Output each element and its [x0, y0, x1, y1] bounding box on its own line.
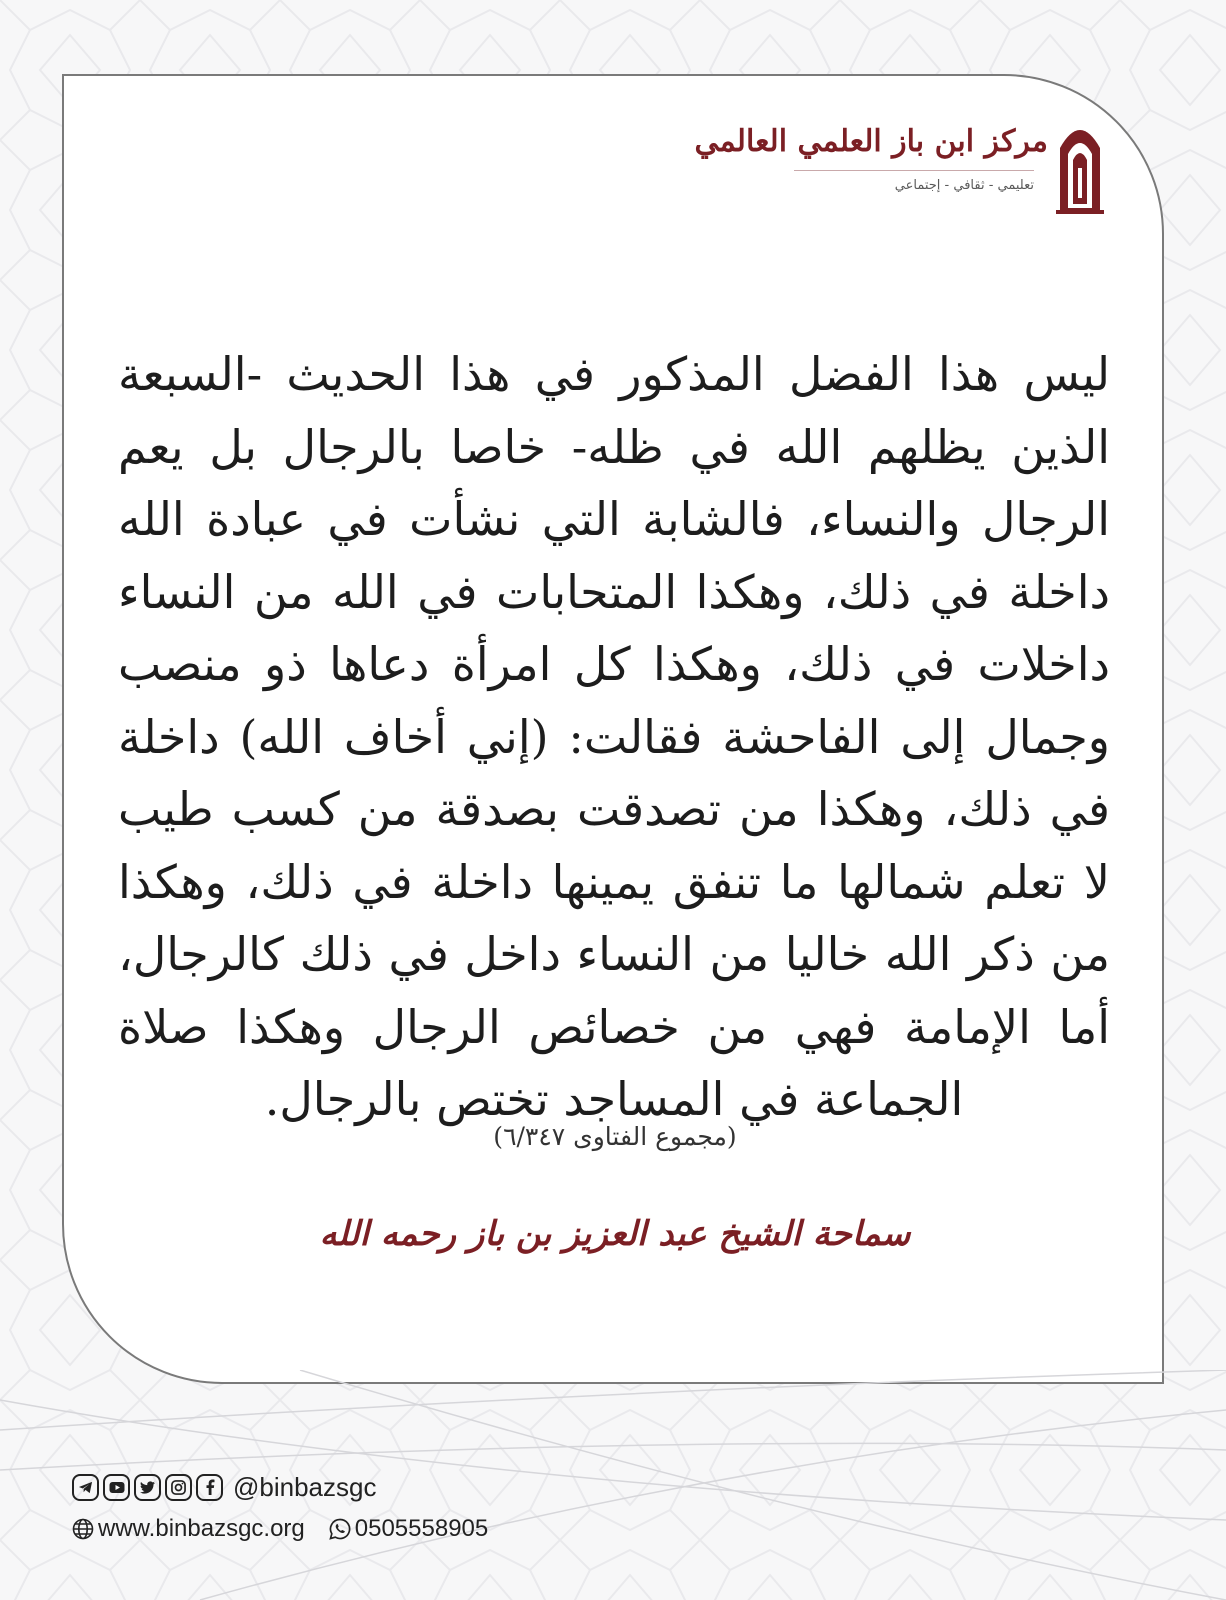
website-link[interactable]: www.binbazsgc.org: [98, 1515, 305, 1542]
social-handle[interactable]: @binbazsgc: [233, 1471, 377, 1502]
brand-divider: [794, 170, 1034, 171]
content-card: [62, 74, 1164, 1384]
whatsapp-icon: [329, 1518, 351, 1540]
youtube-icon[interactable]: [103, 1474, 130, 1501]
brand-logo: [694, 118, 1104, 218]
sheikh-signature: سماحة الشيخ عبد العزيز بن باز رحمه الله: [319, 1214, 911, 1254]
fatwa-text: ليس هذا الفضل المذكور في هذا الحديث -السبعة الذين يظلهم الله في ظله- خاصا بالرجال بل يعم الرجال والنساء، فالشابة التي نشأت في عبادة الله داخلة في ذلك، وهكذا المتحابات في الله من النساء داخلات في ذلك، وهكذا كل امرأة دعاها ذو منصب وجمال إلى الفاحشة فقالت: (إني أخاف الله) داخلة في ذلك، وهكذا من تصدقت بصدقة من كسب طيب لا تعلم شمالها ما تنفق يمينها داخلة في ذلك، وهكذا من ذكر الله خاليا من النساء داخل في ذلك كالرجال، أما الإمامة فهي من خصائص الرجال وهكذا صلاة الجماعة في المساجد تختص بالرجال.: [118, 347, 1111, 1126]
social-links: [72, 1470, 376, 1504]
instagram-icon[interactable]: [165, 1474, 192, 1501]
mosque-emblem-icon: [1056, 118, 1104, 214]
twitter-icon[interactable]: [134, 1474, 161, 1501]
source-citation: (مجموع الفتاوى ٦/٣٤٧): [493, 1122, 737, 1151]
globe-icon: [72, 1518, 94, 1540]
brand-title: مركز ابن باز العلمي العالمي: [694, 124, 1048, 159]
brand-tagline: تعليمي - ثقافي - إجتماعي: [894, 178, 1034, 193]
contact-info: [72, 1512, 488, 1546]
facebook-icon[interactable]: [196, 1474, 223, 1501]
whatsapp-number[interactable]: 0505558905: [354, 1515, 489, 1542]
telegram-icon[interactable]: [72, 1474, 99, 1501]
